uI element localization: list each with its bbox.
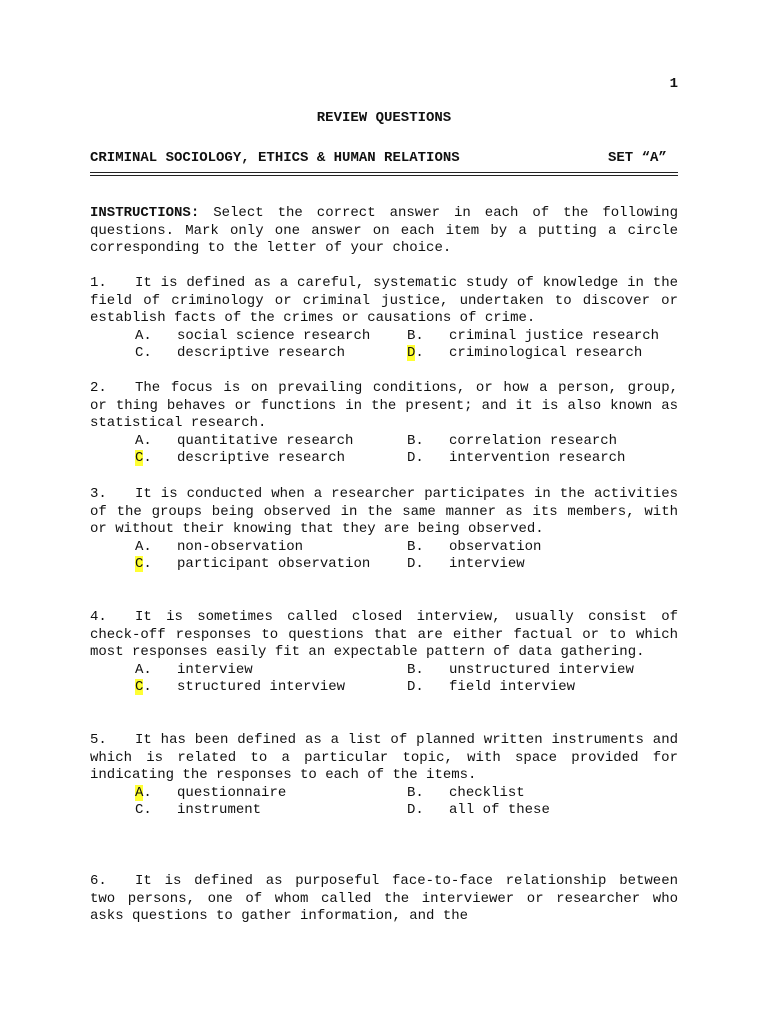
choice-d[interactable]: D. field interview [407,679,576,696]
question-number: 5. [90,732,107,748]
instructions-label: INSTRUCTIONS: [90,205,200,221]
choice-d[interactable]: D. intervention research [407,450,626,467]
question-text: It is sometimes called closed interview, usually consist of check-off responses to questions that are either factual or to which most responses easily fit an expectable pattern of data gathering. [90,609,678,661]
choice-list [90,539,678,574]
set-label: SET “A” [608,150,667,166]
question-text: It is defined as purposeful face-to-face relationship between two persons, one of whom called the interviewer or researcher who asks questions to gather information, and the [90,873,678,925]
choice-a[interactable]: A. questionnaire [135,784,287,801]
choice-b[interactable]: B. correlation research [407,432,618,449]
answer-highlight: A [135,784,144,801]
question-stem [90,380,678,433]
answer-highlight: C [135,556,144,573]
choice-list [90,785,678,820]
question-3 [90,486,678,574]
choice-c[interactable]: C. participant observation [135,556,371,573]
choice-b[interactable]: B. observation [407,538,542,555]
answer-highlight: C [135,450,144,467]
subject-heading: CRIMINAL SOCIOLOGY, ETHICS & HUMAN RELATIONS [90,150,460,166]
question-stem [90,609,678,662]
question-1 [90,275,678,363]
double-rule-divider [90,172,678,176]
question-number: 2. [90,380,107,396]
choice-d[interactable]: D. criminological research [407,345,643,362]
choice-a[interactable]: A. social science research [135,327,371,344]
question-6 [90,873,678,926]
question-text: It is conducted when a researcher participates in the activities of the groups being observed in the same manner as its members, with or without their knowing that they are being observed. [90,486,678,538]
choice-c[interactable]: C. instrument [135,802,262,819]
question-2 [90,380,678,468]
choice-b[interactable]: B. criminal justice research [407,327,660,344]
choice-d[interactable]: D. interview [407,556,525,573]
question-text: It has been defined as a list of planned written instruments and which is related to a particular topic, with space provided for indicating the responses to each of the items. [90,732,678,784]
question-number: 4. [90,609,107,625]
choice-list [90,662,678,697]
choice-b[interactable]: B. checklist [407,784,525,801]
choice-c[interactable]: C. descriptive research [135,345,346,362]
question-number: 1. [90,275,107,291]
choice-c[interactable]: C. structured interview [135,679,346,696]
question-stem [90,873,678,926]
question-text: It is defined as a careful, systematic study of knowledge in the field of criminology or criminal justice, undertaken to discover or establish facts of the crimes or causations of crime. [90,275,678,327]
choice-a[interactable]: A. quantitative research [135,432,354,449]
question-stem [90,486,678,539]
answer-highlight: C [135,679,144,696]
choice-a[interactable]: A. non-observation [135,538,304,555]
choice-d[interactable]: D. all of these [407,802,550,819]
question-4 [90,609,678,697]
choice-list [90,328,678,363]
question-stem [90,732,678,785]
page-title: REVIEW QUESTIONS [316,110,452,126]
question-stem [90,275,678,328]
question-5 [90,732,678,820]
choice-c[interactable]: C. descriptive research [135,450,346,467]
question-number: 3. [90,486,107,502]
question-text: The focus is on prevailing conditions, or how a person, group, or thing behaves or functions in the present; and it is also known as statistical research. [90,380,678,432]
choice-b[interactable]: B. unstructured interview [407,661,634,678]
choice-a[interactable]: A. interview [135,661,253,678]
instructions [90,205,678,258]
question-number: 6. [90,873,107,889]
instructions-text: Select the correct answer in each of the following questions. Mark only one answer on each item by a putting a circle corresponding to the letter of your choice. [90,205,678,257]
answer-highlight: D [407,345,416,362]
page-number: 1 [669,76,678,92]
choice-list [90,433,678,468]
